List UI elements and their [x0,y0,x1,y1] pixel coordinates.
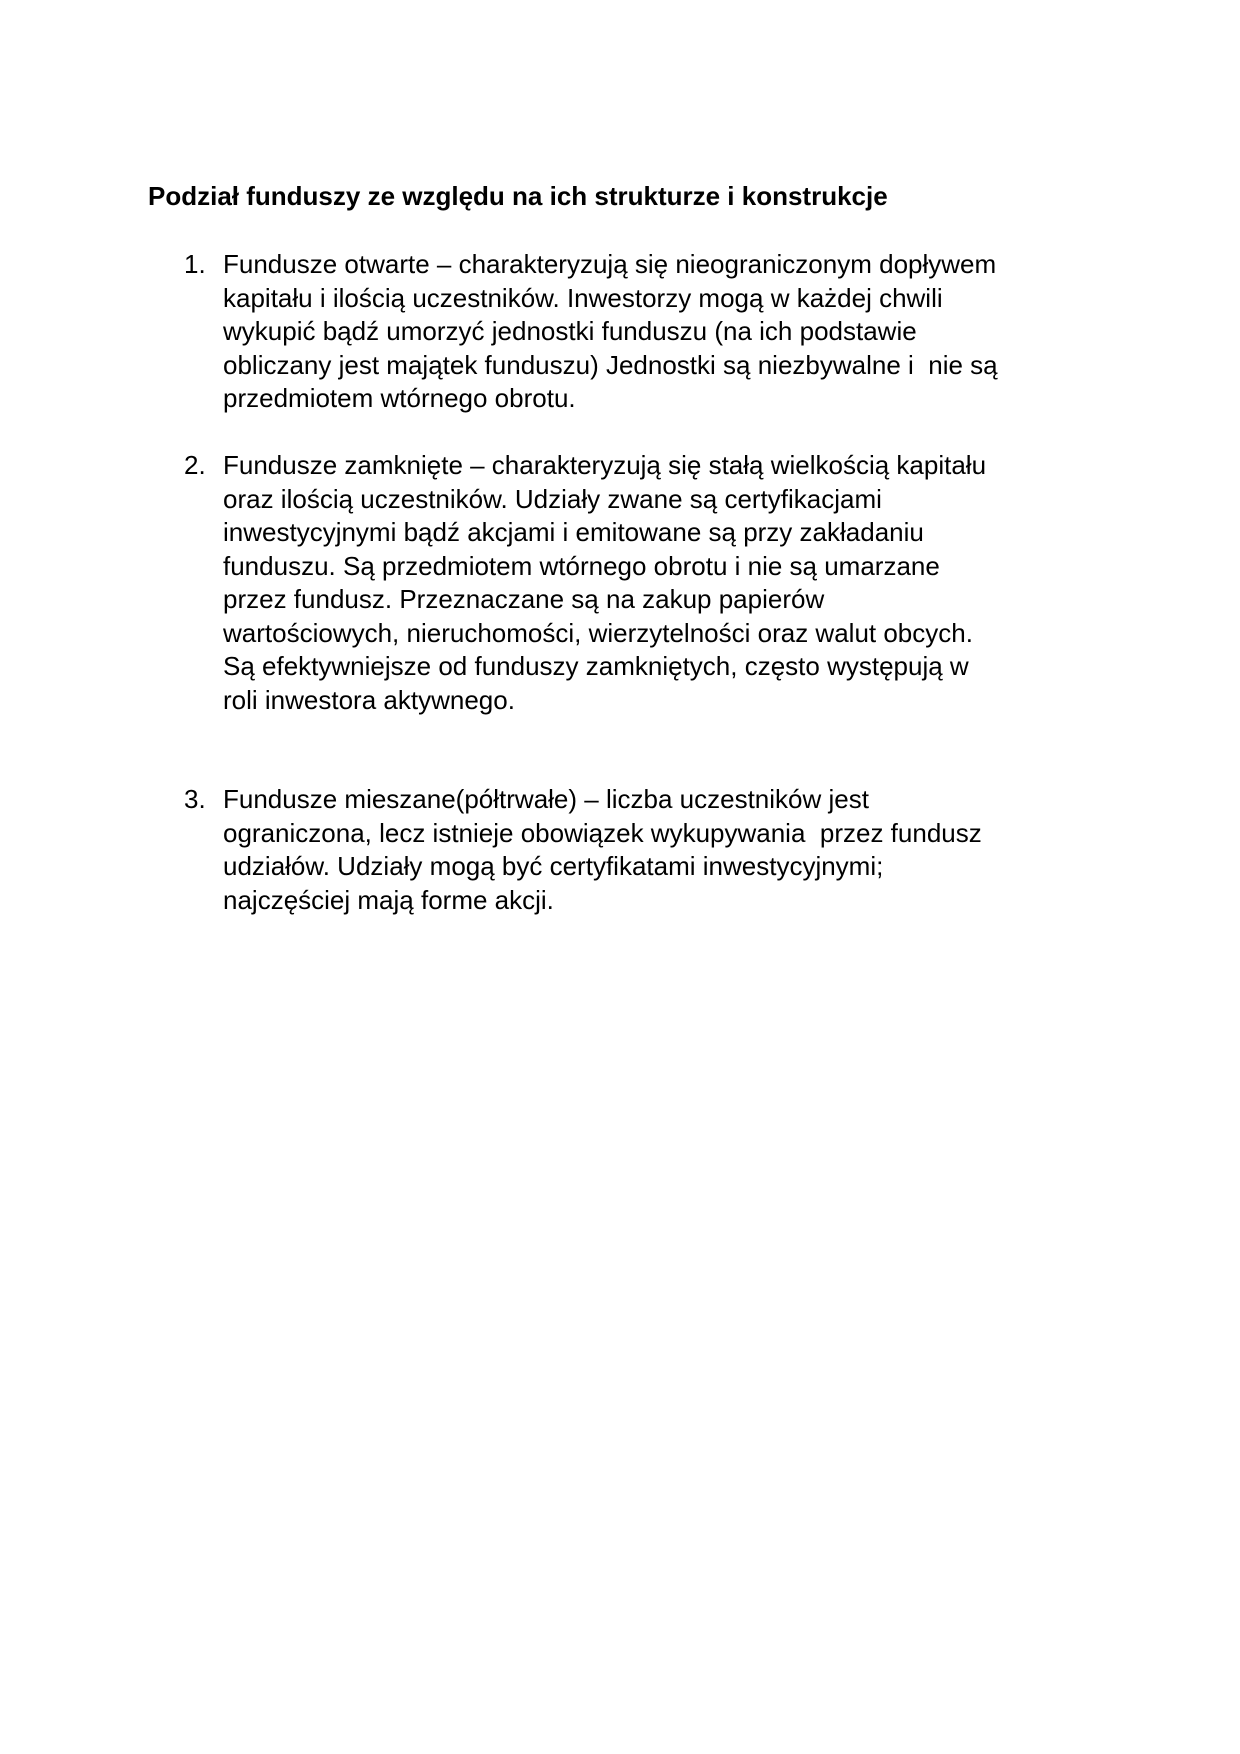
text-line: Są efektywniejsze od funduszy zamkniętych, często występują w [223,651,969,681]
list-number: 2. [184,450,206,480]
list-item-closed-funds [184,449,1124,717]
document-title: Podział funduszy ze względu na ich strukturze i konstrukcje [148,181,888,211]
text-line: Fundusze otwarte – charakteryzują się nieograniczonym dopływem [223,249,997,279]
text-line: Fundusze mieszane(półtrwałe) – liczba uczestników jest [223,784,869,814]
text-line: najczęściej mają forme akcji. [223,884,554,915]
text-line: inwestycyjnymi bądź akcjami i emitowane są przy zakładaniu [223,517,924,547]
text-line: wykupić bądź umorzyć jednostki funduszu (na ich podstawie [223,316,917,346]
text-line: kapitału i ilością uczestników. Inwestorzy mogą w każdej chwili [223,282,943,313]
list-item-open-funds [184,248,1124,416]
text-line: udziałów. Udziały mogą być certyfikatami inwestycyjnymi; [223,851,884,881]
text-line: przez fundusz. Przeznaczane są na zakup papierów [223,584,825,614]
text-line: ograniczona, lecz istnieje obowiązek wykupywania przez fundusz [223,817,982,848]
text-line: funduszu. Są przedmiotem wtórnego obrotu i nie są umarzane [223,550,940,581]
list-number: 3. [184,784,206,814]
text-line: przedmiotem wtórnego obrotu. [223,383,576,413]
text-line: wartościowych, nieruchomości, wierzytelności oraz walut obcych. [223,617,973,648]
text-line: oraz ilością uczestników. Udziały zwane są certyfikacjami [223,483,882,514]
text-line: Fundusze zamknięte – charakteryzują się stałą wielkością kapitału [223,450,987,480]
text-line: obliczany jest majątek funduszu) Jednostki są niezbywalne i nie są [223,349,998,380]
list-item-mixed-funds [184,783,1124,917]
list-number: 1. [184,249,206,279]
text-line: roli inwestora aktywnego. [223,684,515,715]
